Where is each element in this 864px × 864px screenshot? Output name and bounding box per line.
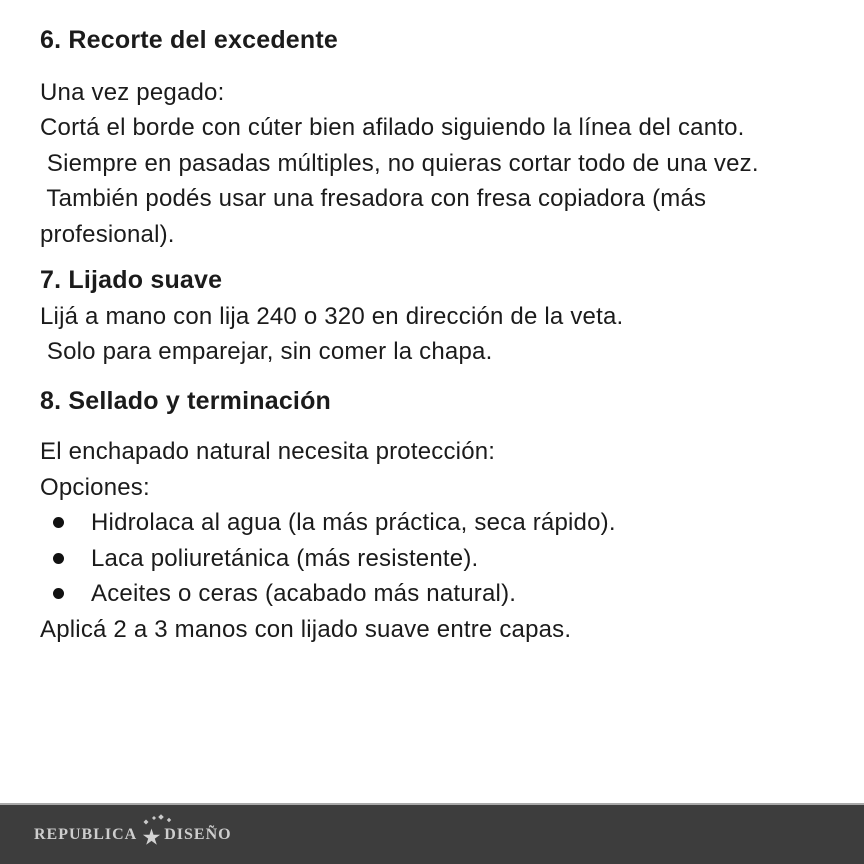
footer-bar bbox=[0, 803, 864, 864]
bullet-text: Hidrolaca al agua (la más práctica, seca rápido). bbox=[91, 509, 616, 536]
star-trail-icon bbox=[139, 814, 173, 848]
text-line: profesional). bbox=[40, 220, 175, 248]
section-8-heading: 8. Sellado y terminación bbox=[40, 386, 332, 415]
text-line: Opciones: bbox=[40, 473, 150, 501]
bullet-dot-icon bbox=[53, 553, 64, 564]
section-7-heading: 7. Lijado suave bbox=[40, 266, 223, 294]
text-line: El enchapado natural necesita protección: bbox=[40, 438, 496, 465]
bullet-dot-icon bbox=[53, 588, 64, 599]
text-line: Cortá el borde con cúter bien afilado siguiendo la línea del canto. bbox=[40, 114, 745, 141]
bullet-text: Laca poliuretánica (más resistente). bbox=[91, 544, 479, 572]
brand-word-diseno: DISEÑO bbox=[164, 825, 232, 843]
section-6-heading: 6. Recorte del excedente bbox=[40, 26, 338, 54]
text-line: También podés usar una fresadora con fresa copiadora (más bbox=[40, 185, 707, 212]
section-7-paragraph bbox=[40, 299, 854, 370]
bullet-item bbox=[40, 541, 854, 577]
text-line: Una vez pegado: bbox=[40, 78, 225, 106]
text-line: Solo para emparejar, sin comer la chapa. bbox=[40, 338, 493, 365]
slide-content bbox=[40, 23, 854, 647]
brand-word-republica: REPUBLICA bbox=[34, 825, 138, 843]
text-line: Aplicá 2 a 3 manos con lijado suave entre capas. bbox=[40, 615, 572, 643]
bullet-item bbox=[40, 576, 854, 612]
section-6-paragraph bbox=[40, 75, 854, 253]
bullet-text: Aceites o ceras (acabado más natural). bbox=[91, 580, 517, 607]
brand-logo bbox=[0, 822, 232, 848]
bullet-item bbox=[40, 505, 854, 541]
bullet-dot-icon bbox=[53, 517, 64, 528]
text-line: Lijá a mano con lija 240 o 320 en dirección de la veta. bbox=[40, 302, 624, 330]
text-line: Siempre en pasadas múltiples, no quieras cortar todo de una vez. bbox=[40, 149, 759, 177]
section-8-paragraph bbox=[40, 434, 854, 647]
